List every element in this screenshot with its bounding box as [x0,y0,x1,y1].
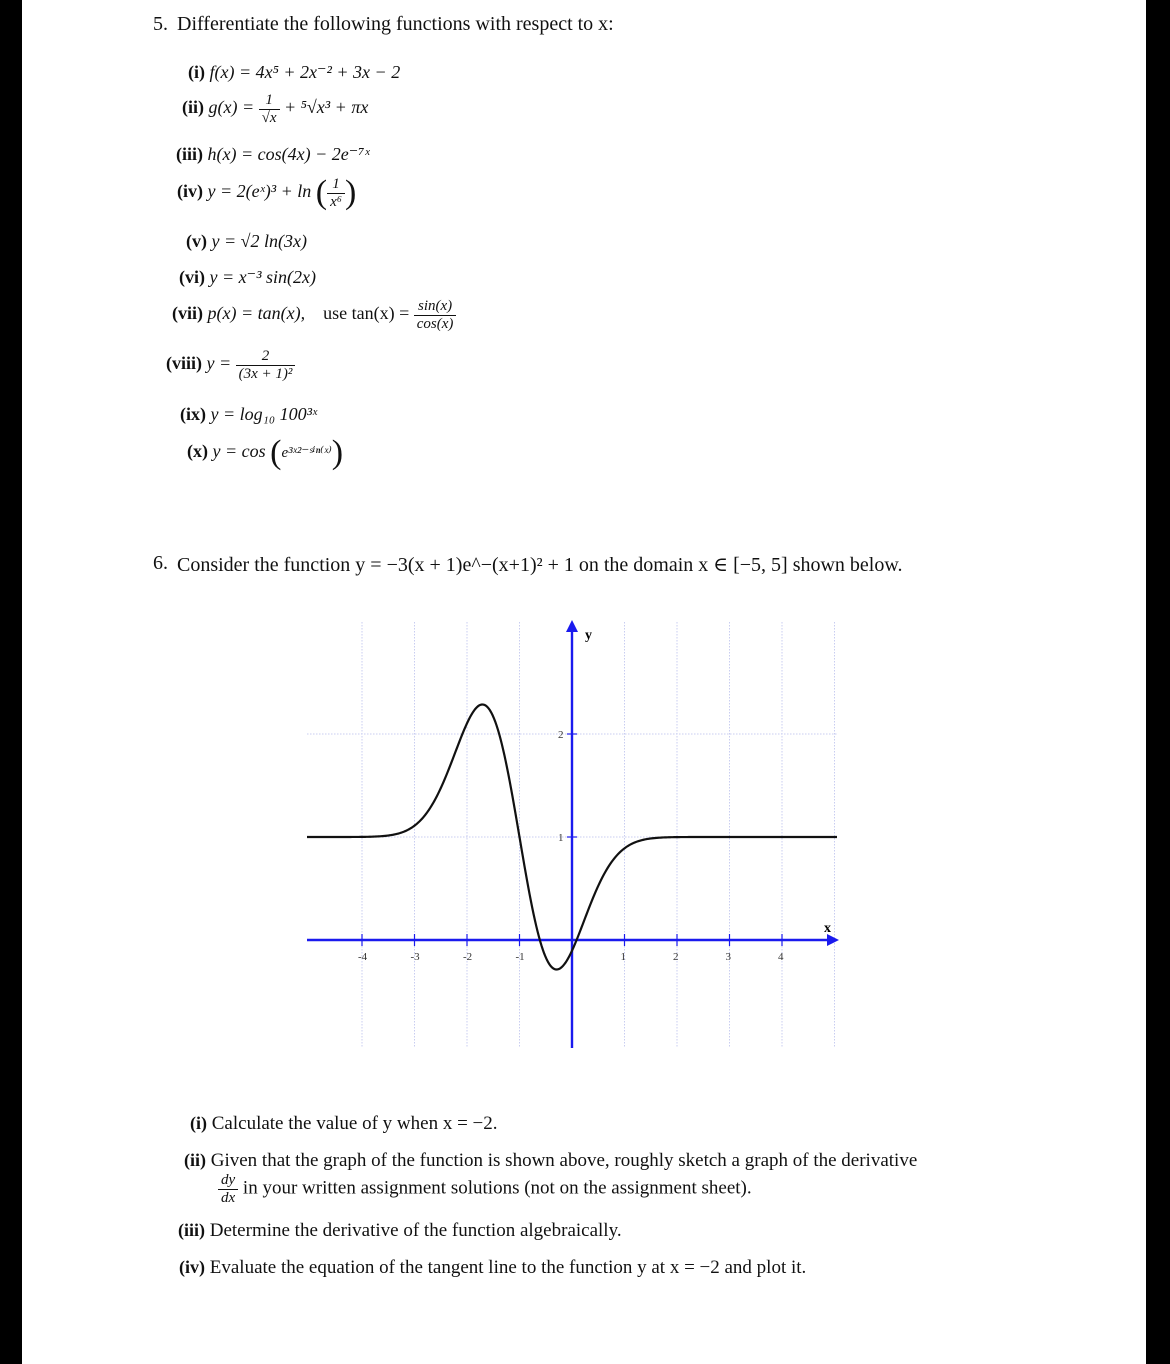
y-tick-label: 1 [558,832,564,844]
item-label: (ii) [182,97,204,118]
right-paren: ) [344,174,357,211]
derivative-fraction [218,1172,238,1206]
item-label: (vii) [172,303,203,324]
q6-prompt: Consider the function y = −3(x + 1)e^−(x+1)² + 1 on the domain x ∈ [−5, 5] shown below. [177,554,903,576]
q6-sub-iii [178,1220,622,1242]
fraction-denominator: cos(x) [416,315,454,332]
fraction-numerator: dy [218,1172,238,1190]
item-expression-lhs: p(x) = tan(x), [207,303,306,324]
worksheet-page [22,0,1146,1364]
q6-number: 6. [153,552,168,574]
sub-text: Calculate the value of y when x = −2. [211,1113,498,1134]
sub-text: Determine the derivative of the function algebraically. [209,1220,622,1241]
item-expression: f(x) = 4x⁵ + 2x⁻² + 3x − 2 [209,62,401,82]
item-hint: use tan(x) = [323,303,410,324]
item-expression-lhs: y = cos [212,441,266,462]
right-paren: ) [331,434,344,471]
x-tick-label: 4 [778,951,784,963]
item-label: (viii) [166,353,202,374]
fraction-numerator: 2 [236,348,296,366]
item-expression-lhs: y = [206,353,232,374]
sub-label: (i) [190,1113,207,1133]
item-label: (vi) [179,267,205,287]
item-label: (ix) [180,404,206,424]
q5-number: 5. [153,13,168,35]
q5-prompt: Differentiate the following functions with respect to x: [177,13,614,35]
sub-text-continued: in your written assignment solutions (not on the assignment sheet). [242,1177,752,1199]
x-tick-label: -1 [515,951,525,963]
q6-sub-i [190,1113,498,1135]
x-axis-label: x [824,921,831,936]
item-inner-expression: e³ˣ²⁻ˢⁱⁿ⁽ˣ⁾ [281,445,332,462]
item-label: (x) [187,441,208,462]
left-paren: ( [270,434,282,471]
fraction-denominator: (3x + 1)² [238,365,293,382]
item-label: (i) [188,62,205,82]
fraction-denominator: x⁶ [330,193,342,210]
y-axis-label: y [585,628,592,643]
sub-text: Given that the graph of the function is shown above, roughly sketch a graph of the derivative [210,1150,918,1171]
item-expression-lhs: g(x) = [208,97,255,118]
item-expression: y = log₁₀ 100³ˣ [210,404,318,424]
x-tick-label: -3 [410,951,420,963]
item-label: (v) [186,231,207,251]
x-tick-label: -2 [463,951,473,963]
left-paren: ( [315,174,328,211]
item-expression: y = x⁻³ sin(2x) [209,267,317,287]
fraction-numerator: sin(x) [414,298,457,316]
x-tick-label: -4 [358,951,368,963]
y-tick-label: 2 [558,729,564,741]
fraction-numerator: 1 [327,176,345,194]
item-expression-rest: + ⁵√x³ + πx [284,97,369,118]
item-label: (iv) [177,181,203,202]
graph-axes [307,620,839,1048]
sub-label: (iii) [178,1220,205,1240]
item-expression-lhs: y = 2(eˣ)³ + ln [207,181,312,202]
fraction-denominator: dx [221,1189,236,1206]
sub-text: Evaluate the equation of the tangent line to the function y at x = −2 and plot it. [209,1257,807,1278]
x-tick-label: 2 [673,951,679,963]
item-label: (iii) [176,144,203,164]
q6-sub-ii-cont [218,1172,752,1206]
x-tick-label: 3 [725,951,731,963]
fraction-denominator: √x [261,109,277,126]
x-tick-label: 1 [620,951,626,963]
item-expression: h(x) = cos(4x) − 2e⁻⁷ˣ [207,144,370,164]
sub-label: (iv) [179,1257,205,1277]
fraction-numerator: 1 [259,92,280,110]
q6-sub-ii [184,1150,917,1172]
y-axis-arrow [566,620,578,632]
item-expression: y = √2 ln(3x) [211,231,307,251]
q6-sub-iv [179,1257,806,1279]
sub-label: (ii) [184,1150,206,1170]
